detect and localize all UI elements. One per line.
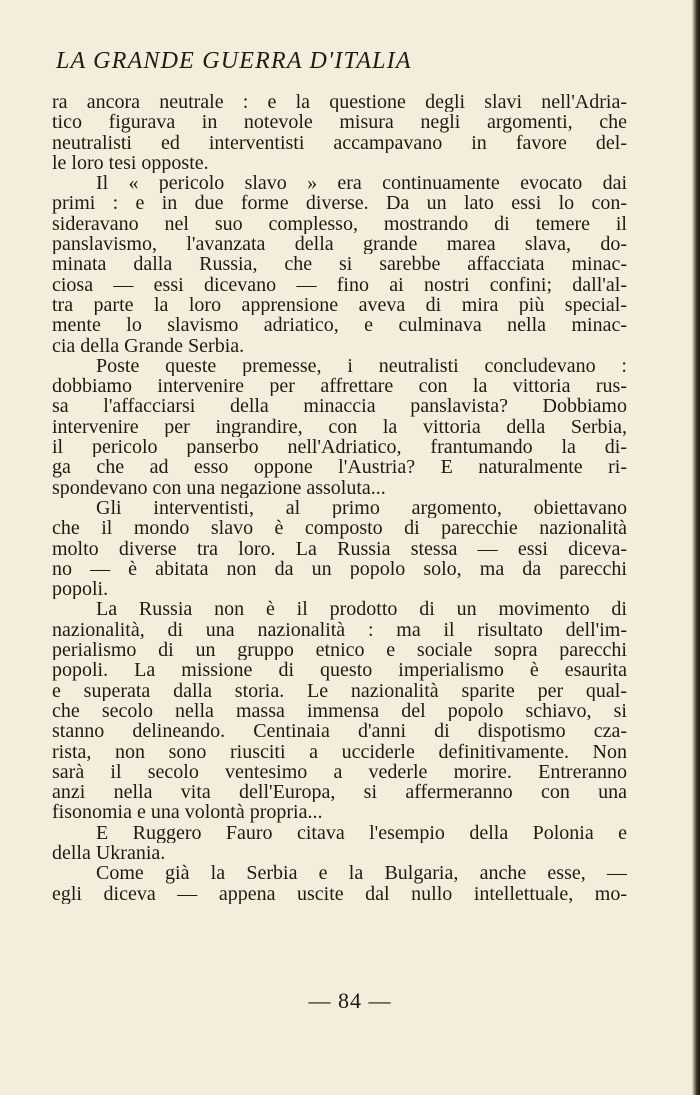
text-line: Il « pericolo slavo » era continuamente evocato dai [96, 173, 627, 194]
text-line: Come già la Serbia e la Bulgaria, anche esse, — [96, 863, 627, 884]
text-line: stanno delineando. Centinaia d'anni di dispotismo cza- [52, 721, 627, 742]
page-number: — 84 — [308, 988, 392, 1013]
text-line: che secolo nella massa immensa del popolo schiavo, si [52, 700, 627, 722]
text-line: fisonomia e una volontà propria... [52, 802, 323, 823]
text-line: della Ukrania. [52, 842, 166, 864]
text-line: le loro tesi opposte. [52, 152, 209, 174]
text-line: popoli. [52, 579, 109, 600]
text-line: egli diceva — appena uscite dal nullo intellettuale, mo- [52, 883, 627, 904]
text-line: tico figurava in notevole misura negli argomenti, che [52, 112, 627, 133]
text-line: ciosa — essi dicevano — fino ai nostri confini; dall'al- [52, 274, 627, 295]
text-line: mente lo slavismo adriatico, e culminava nella minac- [52, 315, 627, 336]
text-line: primi : e in due forme diverse. Da un lato essi lo con- [52, 193, 627, 214]
text-line: sideravano nel suo complesso, mostrando di temere il [52, 213, 627, 235]
text-line: neutralisti ed interventisti accampavano in favore del- [52, 132, 627, 153]
text-line: rista, non sono riusciti a ucciderle definitivamente. Non [52, 741, 627, 762]
text-line: perialismo di un gruppo etnico e sociale sopra parecchi [52, 640, 627, 661]
text-line: cia della Grande Serbia. [52, 335, 245, 356]
text-line: che il mondo slavo è composto di parecchie nazionalità [52, 518, 627, 539]
text-line: La Russia non è il prodotto di un movimento di [96, 599, 627, 620]
text-line: minata dalla Russia, che si sarebbe affacciata minac- [52, 254, 627, 275]
text-line: e superata dalla storia. Le nazionalità sparite per qual- [52, 680, 627, 701]
text-line: intervenire per ingrandire, con la vittoria della Serbia, [52, 416, 627, 438]
text-line: nazionalità, di una nazionalità : ma il risultato dell'im- [52, 619, 627, 641]
text-line: ga che ad esso oppone l'Austria? E naturalmente ri- [52, 457, 627, 478]
text-line: spondevano con una negazione assoluta... [52, 477, 386, 498]
text-line: sarà il secolo ventesimo a vederle morire. Entreranno [52, 761, 627, 783]
text-line: E Ruggero Fauro citava l'esempio della Polonia e [96, 822, 627, 843]
text-line: panslavismo, l'avanzata della grande marea slava, do- [52, 234, 627, 255]
text-line: sa l'affacciarsi della minaccia panslavista? Dobbiamo [52, 396, 627, 417]
body-text [52, 92, 627, 904]
text-line: anzi nella vita dell'Europa, si affermeranno con una [52, 782, 627, 803]
text-line: no — è abitata non da un popolo solo, ma da parecchi [52, 558, 627, 580]
text-line: molto diverse tra loro. La Russia stessa — essi diceva- [52, 538, 627, 559]
text-line: Gli interventisti, al primo argomento, obiettavano [96, 497, 627, 519]
text-line: il pericolo panserbo nell'Adriatico, frantumando la di- [52, 437, 627, 458]
text-line: popoli. La missione di questo imperialismo è esaurita [52, 660, 627, 681]
text-line: Poste queste premesse, i neutralisti concludevano : [96, 355, 627, 377]
page-edge-shadow [692, 0, 700, 1095]
text-line: ra ancora neutrale : e la questione degli slavi nell'Adria- [52, 92, 627, 113]
text-line: dobbiamo intervenire per affrettare con la vittoria rus- [52, 376, 627, 397]
running-head: LA GRANDE GUERRA D'ITALIA [56, 48, 412, 74]
text-line: tra parte la loro apprensione aveva di mira più special- [52, 294, 627, 316]
